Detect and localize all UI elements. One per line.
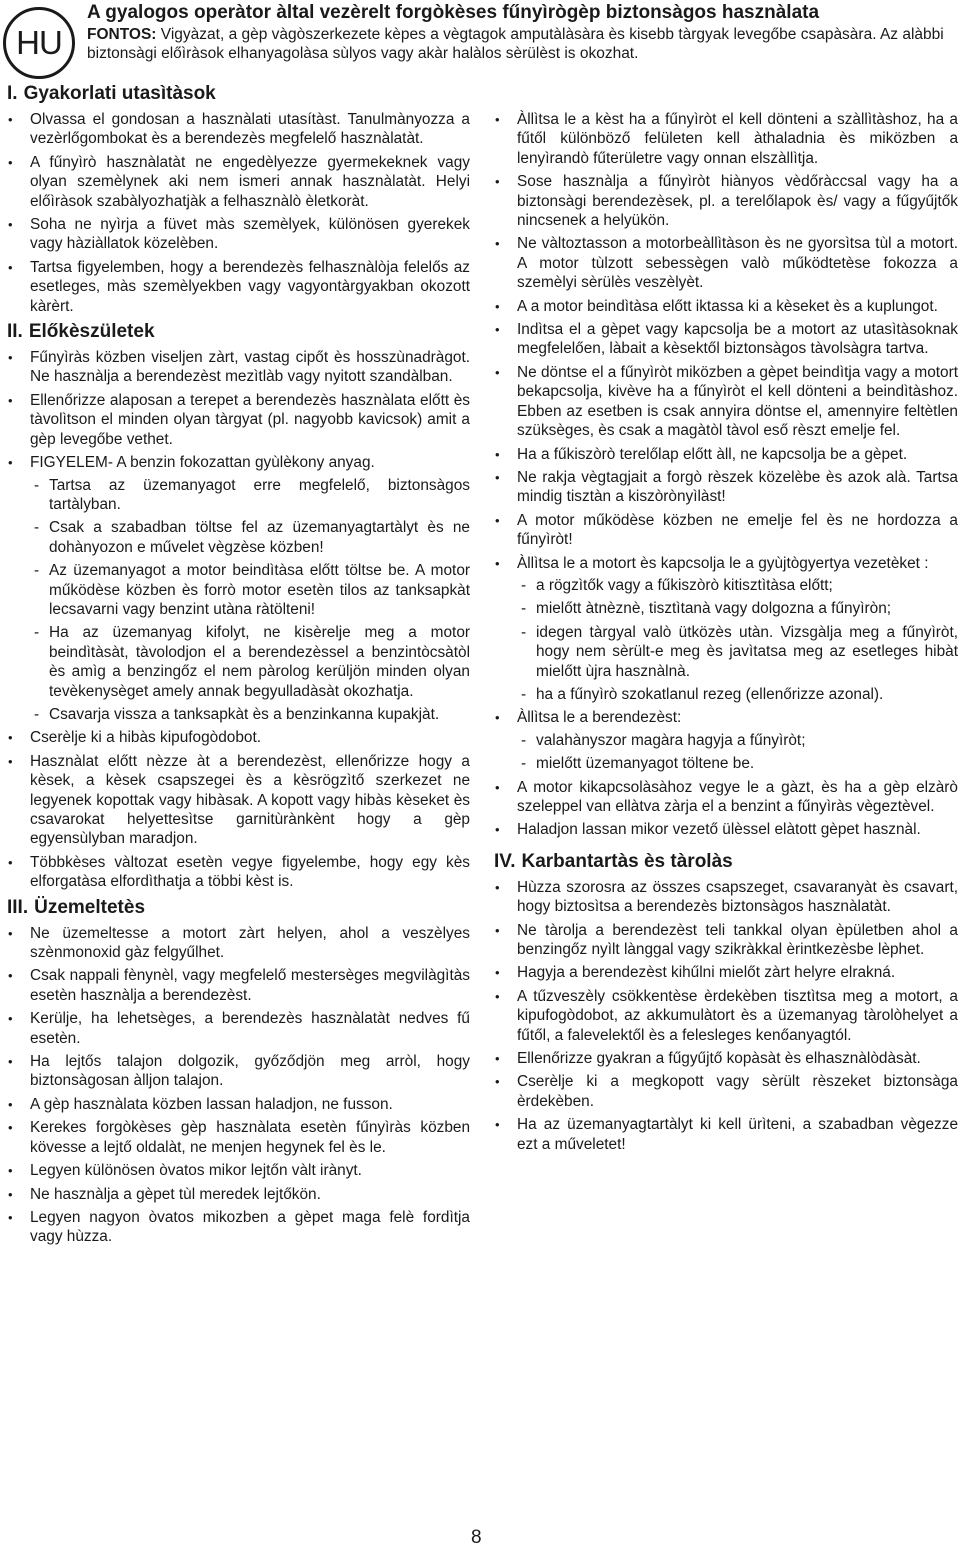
list-item-text: • Ha a fűkiszòrò terelőlap előtt àll, ne kapcsolja be a gèpet. xyxy=(517,445,908,463)
list-item xyxy=(494,172,958,230)
dash-list-item: - mielőtt üzemanyagot töltene be. xyxy=(517,754,958,773)
warning-label: FONTOS: xyxy=(87,26,157,43)
list-item xyxy=(494,297,958,316)
list-item-text: • Csak nappali fènynèl, vagy megfelelő mestersèges megvilàgìtàs esetèn hasznàlja a berendezèst. xyxy=(30,967,470,1004)
dash-list xyxy=(517,576,958,704)
list-item xyxy=(494,1072,958,1111)
list-item xyxy=(494,921,958,960)
list-item-text: • A motor kikapcsolàsàhoz vegye le a gàzt, ès ha a gèp elzàrò szeleppel van ellàtva zàrja el a benzint a fűnyìràs vègeztèvel. xyxy=(517,778,958,815)
bullet-list xyxy=(494,110,958,840)
list-item-text: • A a motor beindìtàsa előtt iktassa ki a kèseket ès a kuplungot. xyxy=(517,297,938,315)
left-column xyxy=(7,82,470,1251)
section-title: Üzemeltetès xyxy=(34,896,146,918)
list-item xyxy=(494,110,958,168)
list-item xyxy=(7,1185,470,1204)
list-item xyxy=(7,853,470,892)
list-item xyxy=(7,728,470,747)
section-heading xyxy=(7,320,470,344)
list-item-text: • A fűnyìrò hasznàlatàt ne engedèlyezze gyermekeknek vagy olyan szemèlynek aki nem ismeri annak hasznàlatàt. Helyi előìràsok szabàlyozhatjàk a felhasznàlò èletkoràt. xyxy=(30,153,470,210)
section-title: Gyakorlati utasìtàsok xyxy=(23,83,216,104)
bullet-list xyxy=(7,924,470,1247)
list-item-text: • Ne vàltoztasson a motorbeàllìtàson ès ne gyorsìtsa tùl a motort. A motor tùlzott sebessègen valò működtetèse fokozza a szemèlyi sèrülès veszèlyèt. xyxy=(517,235,958,292)
list-item-text: • Haladjon lassan mikor vezető ülèssel elàtott gèpet hasznàl. xyxy=(517,821,921,839)
section-title: Előkèszületek xyxy=(28,321,155,343)
list-item xyxy=(7,1052,470,1091)
language-badge: HU xyxy=(3,7,75,79)
list-item-text: • Ne rakja vègtagjait a forgò rèszek közelèbe ès azok alà. Tartsa mindig tisztàn a kiszòrònyìlàst! xyxy=(517,468,958,506)
list-item xyxy=(7,391,470,449)
list-item xyxy=(494,320,958,359)
list-item-text: • Ha az üzemanyagtartàlyt ki kell ürìteni, a szabadban vègezze ezt a műveletet! xyxy=(517,1116,958,1153)
list-item-text: • Ne döntse el a fűnyìròt miközben a gèpet beindìtja vagy a motort bekapcsolja, kivève ha a fűnyìròt el kell dönteni a beindìtàshoz. Ebben az esetben is csak annyira döntse el, amennyire feltètlen szüksèges, ès csak a magàtòl tàvol eső rèszt emelje fel. xyxy=(517,363,958,440)
right-column xyxy=(494,110,958,1158)
list-item-text: • Ne üzemeltesse a motort zàrt helyen, ahol a veszèlyes szènmonoxid gàz felgyűlhet. xyxy=(30,924,470,962)
list-item-text: • Hùzza szorosra az összes csapszeget, csavaranyàt ès csavart, hogy biztosìtsa a berendezès biztonsàgos hasznàlatàt. xyxy=(517,878,958,916)
list-item-text: • Cserèlje ki a hibàs kipufogòdobot. xyxy=(30,729,262,747)
section-3 xyxy=(7,896,470,1247)
list-item xyxy=(494,878,958,917)
list-item xyxy=(7,1095,470,1114)
list-item xyxy=(494,963,958,982)
section-4 xyxy=(494,850,958,1154)
bullet-list xyxy=(7,348,470,892)
list-item xyxy=(7,348,470,387)
dash-list xyxy=(517,731,958,774)
list-item-text: • Legyen nagyon òvatos mikozben a gèpet maga felè fordìtja vagy hùzza. xyxy=(30,1208,470,1246)
dash-list-item: - Az üzemanyagot a motor beindìtàsa előtt töltse be. A motor működèse közben ès forrò motor esetèn tilos az tanksapkàt lecsavarni vagy benzint utàna ràtölteni! xyxy=(30,561,470,619)
page-number: 8 xyxy=(471,1527,482,1548)
list-item-text: • Ne hasznàlja a gèpet tùl meredek lejtőkön. xyxy=(30,1185,321,1203)
section-number: I. xyxy=(7,83,18,104)
list-item xyxy=(7,966,470,1005)
list-item xyxy=(494,554,958,705)
list-item-text: • Ne tàrolja a berendezèst teli tankkal olyan èpületben ahol a benzingőz nyìlt lànggal vagy szikràkkal èrintkezèsbe lèphet. xyxy=(517,921,958,959)
list-item-text: • Kerekes forgòkèses gèp hasznàlata esetèn fűnyìràs közben kövesse a lejtő oldalàt, ne menjen hegynek fel ès le. xyxy=(30,1119,470,1156)
dash-list xyxy=(30,476,470,725)
list-item-text: • A motor működèse közben ne emelje fel ès ne hordozza a fűnyìròt! xyxy=(517,511,958,549)
list-item-text: • Ha lejtős talajon dolgozik, győződjön meg arròl, hogy biztonsàgosan àlljon talajon. xyxy=(30,1053,470,1090)
header xyxy=(87,0,957,63)
list-item-text: • Sose hasznàlja a fűnyìròt hiànyos vèdőràccsal vagy ha a biztonsàgi berendezèsek, pl. a terelőlapok ès/ vagy a fűgyűjtők nincsenek a helyükön. xyxy=(517,173,958,230)
dash-list-item: - Ha az üzemanyag kifolyt, ne kisèrelje meg a motor beindìtàsàt, tàvolodjon el a berendezèssel a benzintòcsàtòl ès amìg a benzingőz el nem pàrolog kerüljön minden olyan tevèkenysèget amely annak begyulladàsàt okozhatja. xyxy=(30,623,470,701)
list-item xyxy=(494,234,958,292)
dash-list-item: - ha a fűnyìrò szokatlanul rezeg (ellenőrizze azonal). xyxy=(517,685,958,704)
list-item-text: • FIGYELEM- A benzin fokozattan gyùlèkony anyag. xyxy=(30,454,375,472)
section-number: III. xyxy=(7,896,29,918)
bullet-list xyxy=(7,110,470,316)
dash-list-item: - a rögzìtők vagy a fűkiszòrò kitisztìtàsa előtt; xyxy=(517,576,958,595)
list-item xyxy=(494,363,958,441)
list-item-text: • Àllìtsa le a berendezèst: xyxy=(517,709,682,727)
list-item-text: • Legyen különösen òvatos mikor lejtőn vàlt irànyt. xyxy=(30,1162,362,1180)
section-heading xyxy=(7,896,470,920)
list-item xyxy=(494,778,958,817)
section-title: Karbantartàs ès tàrolàs xyxy=(521,850,733,872)
list-item xyxy=(7,924,470,963)
list-item xyxy=(7,1161,470,1180)
list-item-text: • Indìtsa el a gèpet vagy kapcsolja be a motort az utasìtàsoknak megfelelően, làbait a kèsektől biztonsàgos tàvolsàgra tartva. xyxy=(517,321,958,358)
list-item-text: • Fűnyìràs közben viseljen zàrt, vastag cipőt ès hosszùnadràgot. Ne hasznàlja a berendezèst mezìtlàb vagy nyitott szandàlban. xyxy=(30,349,470,386)
list-item-text: • Àllìtsa le a kèst ha a fűnyìròt el kell dönteni a szàllìtàshoz, ha a fűtől különböző felületen kell àthaladnia ès miközben a lenyìrandò fűterületre vagy onnan elszàllìtja. xyxy=(517,111,958,167)
warning-notice xyxy=(87,25,957,63)
section-heading xyxy=(7,82,470,106)
list-item-text: • Hagyja a berendezèst kihűlni mielőt zàrt helyre elrakná. xyxy=(517,964,896,982)
list-item-text: • Hasznàlat előtt nèzze àt a berendezèst, ellenőrizze hogy a kèsek, a kèsek csapszegei ès a kèsrögzìtő szerkezet ne legyenek kopottak vagy hibàsak. A kopott vagy hibàs kèseket ès csavarokat helyettesìtse garnitùrànkènt hogy a gèp egyensùlyban maradjon. xyxy=(30,752,470,848)
section-number: IV. xyxy=(494,850,516,872)
list-item-text: • Többkèses vàltozat esetèn vegye figyelembe, hogy egy kès elforgatàsa elfordìthatja a többi kèst is. xyxy=(30,853,470,891)
section-heading xyxy=(494,850,958,874)
dash-list-item: - Tartsa az üzemanyagot erre megfelelő, biztonsàgos tartàlyban. xyxy=(30,476,470,515)
list-item xyxy=(7,258,470,316)
section-1 xyxy=(7,82,470,316)
list-item xyxy=(7,453,470,724)
list-item xyxy=(494,820,958,839)
list-item xyxy=(7,215,470,254)
bullet-list xyxy=(494,878,958,1154)
dash-list-item: - Csak a szabadban töltse fel az üzemanyagtartàlyt ès ne dohànyozon e művelet vègzèse közben! xyxy=(30,518,470,557)
list-item-text: • A tűzveszèly csökkentèse èrdekèben tisztìtsa meg a motort, a kipufogòdobot, az akkumulàtort ès a üzemanyag tàrolòhelyet a fűtől, a falevelektől ès a felesleges kenőanyagtól. xyxy=(517,987,958,1044)
list-item-text: • Olvassa el gondosan a hasznàlati utasítàst. Tanulmànyozza a vezèrlőgombokat ès a berendezès megfelelő hasznàlatàt. xyxy=(30,111,470,148)
list-item xyxy=(7,153,470,211)
list-item xyxy=(7,752,470,849)
list-item xyxy=(494,468,958,507)
list-item-text: • Ellenőrizze alaposan a terepet a berendezès hasznàlata előtt ès tàvolìtson el minden olyan tàrgyat (pl. nagyobb kavicsok) amit a gèp levegőbe vethet. xyxy=(30,391,470,448)
list-item xyxy=(494,445,958,464)
list-item-text: • Àllìtsa le a motort ès kapcsolja le a gyùjtògyertya vezetèket : xyxy=(517,554,929,572)
list-item xyxy=(7,1208,470,1247)
list-item xyxy=(494,1115,958,1154)
page-title: A gyalogos operàtor àltal vezèrelt forgòkèses fűnyìrògèp biztonsàgos hasznàlata xyxy=(87,2,820,23)
dash-list-item: - valahànyszor magàra hagyja a fűnyìròt; xyxy=(517,731,958,750)
list-item xyxy=(494,987,958,1045)
list-item xyxy=(7,1009,470,1048)
dash-list-item: - Csavarja vissza a tanksapkàt ès a benzinkanna kupakjàt. xyxy=(30,705,470,724)
list-item xyxy=(494,511,958,550)
dash-list-item: - mielőtt àtnèznè, tisztìtanà vagy dolgozna a fűnyìròn; xyxy=(517,599,958,618)
warning-text: Vigyàzat, a gèp vàgòszerkezete kèpes a vègtagok amputàlàsàra ès kisebb tàrgyak levegőbe csapàsàra. Az alàbbi biztonsàgi előìràsok elhanyagolàsa sùlyos vagy akàr halàlos sèrülèst is okozhat. xyxy=(87,26,944,62)
list-item-text: • Tartsa figyelemben, hogy a berendezès felhasznàlòja felelős az esetleges, màs szemèlyekben vagy vagyontàrgyakban okozott kàrèrt. xyxy=(30,258,470,315)
section-2 xyxy=(7,320,470,892)
list-item xyxy=(494,1049,958,1068)
section-number: II. xyxy=(7,321,23,343)
list-item-text: • Cserèlje ki a megkopott vagy sèrült rèszeket biztonsàga èrdekèben. xyxy=(517,1073,958,1110)
list-item-text: • Soha ne nyìrja a füvet màs szemèlyek, különösen gyerekek vagy hàziàllatok közelèben. xyxy=(30,216,470,253)
dash-list-item: - idegen tàrgyal valò ütközès utàn. Vizsgàlja meg a fűnyìròt, hogy nem sèrült-e meg ès javìtatsa meg az esetleges hibàt mielőtt ùjra hasznàlnà. xyxy=(517,623,958,681)
list-item xyxy=(7,1118,470,1157)
list-item xyxy=(494,708,958,773)
list-item-text: • Ellenőrizze gyakran a fűgyűjtő kopàsàt ès elhasznàlòdàsàt. xyxy=(517,1050,921,1068)
list-item-text: • A gèp hasznàlata közben lassan haladjon, ne fusson. xyxy=(30,1095,393,1113)
list-item xyxy=(7,110,470,149)
list-item-text: • Kerülje, ha lehetsèges, a berendezès hasznàlatàt nedves fű esetèn. xyxy=(30,1010,470,1047)
